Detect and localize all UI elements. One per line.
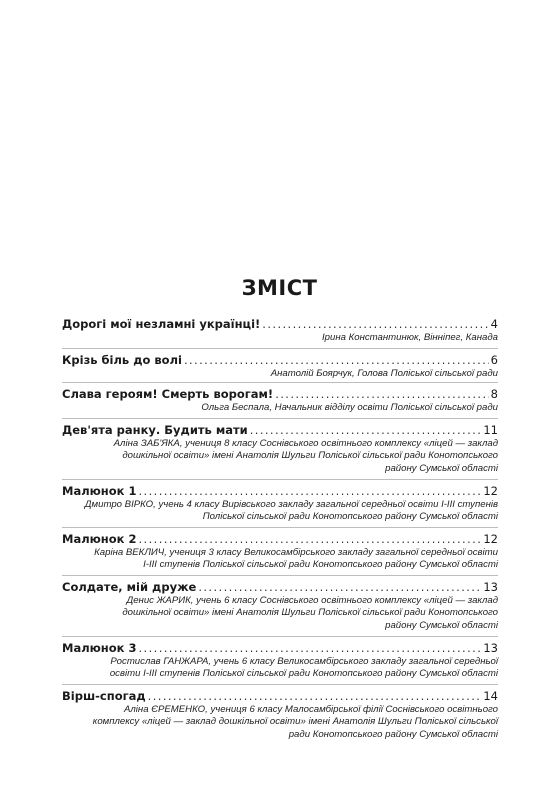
toc-entry-title: Малюнок 3 xyxy=(62,641,137,655)
toc-entry-author xyxy=(62,547,498,572)
toc-entry[interactable] xyxy=(62,423,498,475)
divider xyxy=(62,479,498,480)
toc-entry-page: 6 xyxy=(490,353,498,367)
toc-entry-head xyxy=(62,353,498,368)
toc-entry-head xyxy=(62,580,498,595)
author-line: освіти І-ІІІ ступенів Поліської сільської ради Конотопського району Сумської області xyxy=(109,668,498,680)
divider xyxy=(62,636,498,637)
divider xyxy=(62,348,498,349)
toc-entry-head xyxy=(62,317,498,332)
divider xyxy=(62,575,498,576)
toc-entry-page: 11 xyxy=(483,423,498,437)
author-line: Каріна ВЕКЛИЧ, учениця 3 класу Великосамбірського закладу загальної середньої освіти xyxy=(94,547,498,558)
dot-leader xyxy=(262,317,488,332)
dot-leader xyxy=(250,423,482,438)
dot-leader xyxy=(138,641,481,656)
divider xyxy=(62,382,498,383)
author-line: Анатолій Боярчук, Голова Поліської сільської ради xyxy=(270,368,498,379)
author-line: дошкільної освіти» імені Анатолія Шульги Поліської сільської ради Конотопського xyxy=(122,607,498,619)
toc-entry[interactable] xyxy=(62,484,498,524)
toc-entry-page: 13 xyxy=(483,580,498,594)
toc-entry[interactable] xyxy=(62,317,498,344)
divider xyxy=(62,418,498,419)
author-line: Ольга Беспала, Начальник відділу освіти Поліської сільської ради xyxy=(201,402,498,413)
toc-entry-title: Крізь біль до волі xyxy=(62,353,182,367)
toc-entry[interactable] xyxy=(62,353,498,380)
toc-entry-author xyxy=(62,595,498,632)
toc-entry-page: 8 xyxy=(490,387,498,401)
author-line: Дмитро ВІРКО, учень 4 класу Вирівського закладу загальної середньої освіти І-ІІІ ступенів xyxy=(84,499,498,510)
author-line: району Сумської області xyxy=(385,619,498,631)
author-line: Ірина Константинюк, Вінніпег, Канада xyxy=(321,332,498,343)
author-line: району Сумської області xyxy=(385,462,498,474)
toc-entry-author xyxy=(62,332,498,344)
toc-entry-head xyxy=(62,484,498,499)
toc-entry-head xyxy=(62,532,498,547)
toc-entry-head xyxy=(62,641,498,656)
toc-entry[interactable] xyxy=(62,387,498,414)
toc-entry-author xyxy=(62,704,498,741)
author-line: Денис ЖАРИК, учень 6 класу Соснівського освітнього комплексу «ліцей — заклад xyxy=(126,595,498,606)
toc-entry-page: 14 xyxy=(483,689,498,703)
toc-entry[interactable] xyxy=(62,532,498,572)
toc-entry-title: Солдате, мій друже xyxy=(62,580,197,594)
dot-leader xyxy=(275,387,488,402)
author-line: Аліна ЗАБ'ЯКА, учениця 8 класу Соснівського освітнього комплексу «ліцей — заклад xyxy=(113,438,498,449)
toc-entry-head xyxy=(62,423,498,438)
toc-entry-page: 4 xyxy=(490,317,498,331)
toc-entry[interactable] xyxy=(62,641,498,681)
toc-entry-head xyxy=(62,689,498,704)
divider xyxy=(62,527,498,528)
toc-entry-title: Дев'ята ранку. Будить мати xyxy=(62,423,248,437)
toc-entry-title: Малюнок 1 xyxy=(62,484,137,498)
toc-entry-page: 13 xyxy=(483,641,498,655)
dot-leader xyxy=(184,353,489,368)
toc-entry-head xyxy=(62,387,498,402)
toc-entry[interactable] xyxy=(62,580,498,632)
author-line: ради Конотопського району Сумської області xyxy=(288,728,498,740)
toc-entry-author xyxy=(62,368,498,380)
toc-entry-title: Вірш-спогад xyxy=(62,689,146,703)
author-line: І-ІІІ ступенів Поліської сільської ради Конотопського району Сумської області xyxy=(143,559,498,571)
author-line: Ростислав ГАНЖАРА, учень 6 класу Великосамбірського закладу загальної середньої xyxy=(110,656,498,667)
toc-entry-page: 12 xyxy=(483,532,498,546)
toc-entry[interactable] xyxy=(62,689,498,741)
toc-entry-title: Малюнок 2 xyxy=(62,532,137,546)
author-line: Аліна ЄРЕМЕНКО, учениця 6 класу Малосамбірської філії Соснівського освітнього xyxy=(123,704,498,715)
divider xyxy=(62,684,498,685)
toc-entry-page: 12 xyxy=(483,484,498,498)
author-line: Поліської сільської ради Конотопського району Сумської області xyxy=(202,511,498,523)
page-title: ЗМІСТ xyxy=(241,276,318,300)
dot-leader xyxy=(138,484,481,499)
dot-leader xyxy=(138,532,481,547)
toc-entry-author xyxy=(62,402,498,414)
dot-leader xyxy=(198,580,481,595)
author-line: комплексу «ліцей — заклад дошкільної освіти» імені Анатолія Шульги Поліської сільської xyxy=(92,716,498,728)
toc-entry-author xyxy=(62,656,498,681)
toc-entry-title: Дорогі мої незламні українці! xyxy=(62,317,261,331)
toc-entry-author xyxy=(62,499,498,524)
dot-leader xyxy=(148,689,482,704)
toc-entry-title: Слава героям! Смерть ворогам! xyxy=(62,387,274,401)
author-line: дошкільної освіти» імені Анатолія Шульги Поліської сільської ради Конотопського xyxy=(122,450,498,462)
toc-entry-author xyxy=(62,438,498,475)
